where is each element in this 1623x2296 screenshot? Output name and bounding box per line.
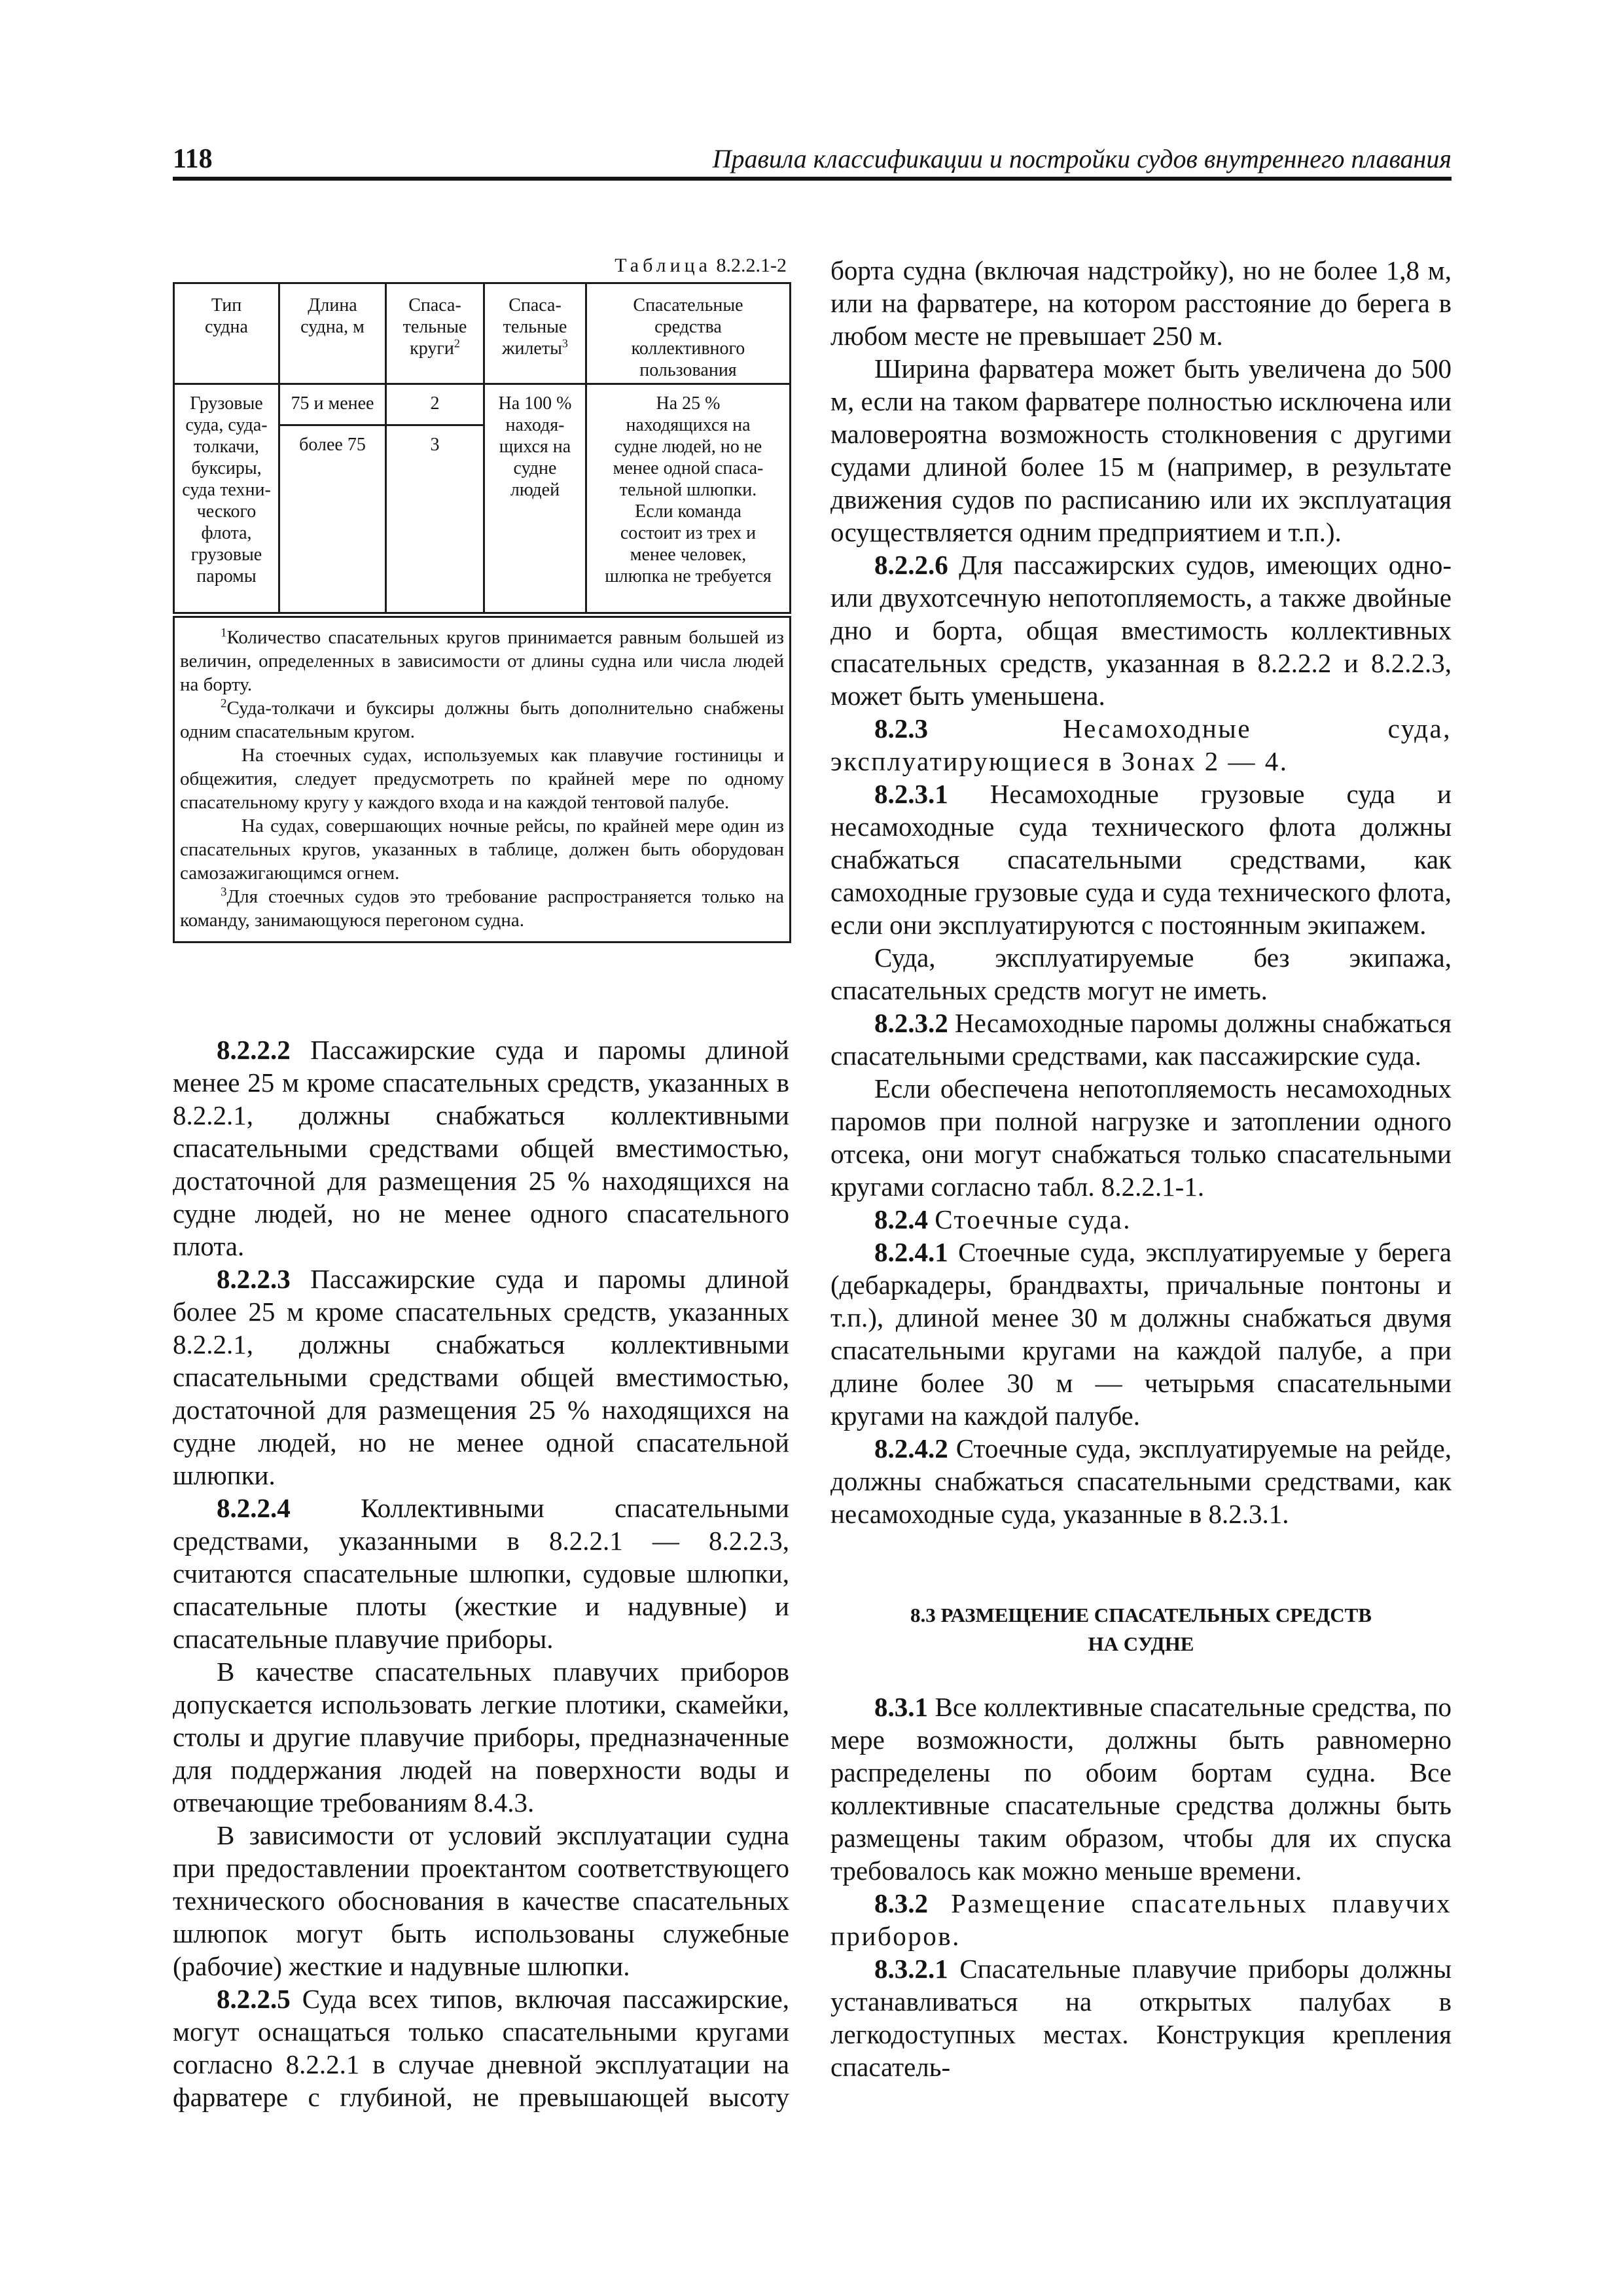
footnote (180, 696, 784, 744)
clause-8-2-3-1 (830, 778, 1452, 941)
cell-length: 75 и менее (279, 384, 386, 425)
cell-lifebuoys: 3 (386, 425, 484, 615)
clause-heading-text: Размещение спасательных плавучих приборов. (830, 1888, 1452, 1951)
clause-8-2-4-2 (830, 1432, 1452, 1530)
clause-text: Для пассажирских судов, имеющих одно- или двухотсечную непотопляемость, а также двойные дно и борта, общая вместимость коллективных спасательных средств, указанная в 8.2.2.2 и 8.2.2.3, может быть уменьшена. (830, 550, 1452, 711)
life-saving-appliances-table (173, 282, 791, 943)
cell-lifejackets: На 100 % находя- щихся на судне людей (484, 384, 586, 615)
header-label: Тип судна (205, 295, 248, 337)
footnote (180, 626, 784, 696)
clause-text: Спасательные плавучие приборы должны устанавливаться на открытых палубах в легкодоступных местах. Конструкция крепления спасатель- (830, 1954, 1452, 2082)
right-column-text (830, 254, 1452, 2083)
clause-heading-text: Несамоходные суда, эксплуатирующиеся в Зонах 2 — 4. (830, 713, 1452, 776)
clause-number: 8.2.2.6 (874, 550, 948, 580)
clause-number: 8.3.1 (874, 1692, 928, 1722)
footnote-text: Суда-толкачи и буксиры должны быть дополнительно снабжены одним спасательным кругом. (180, 698, 784, 742)
header-label: Длина судна, м (300, 295, 365, 337)
clause-number: 8.3.2.1 (874, 1954, 948, 1984)
clause-8-2-2-6 (830, 548, 1452, 712)
clause-number: 8.2.3 (874, 713, 928, 744)
table-footnotes (174, 615, 791, 942)
footnote-ref: 2 (454, 336, 460, 350)
clause-number: 8.2.2.2 (217, 1035, 291, 1065)
clause-number: 8.2.3.2 (874, 1008, 948, 1038)
paragraph-unmanned-vessels: Суда, эксплуатируемые без экипажа, спасательных средств могут не иметь. (830, 942, 1452, 1005)
table-caption-label: Таблица (615, 255, 711, 276)
clause-text: Несамоходные грузовые суда и несамоходные суда технического флота должны снабжаться спасательными средствами, как самоходные грузовые суда и суда технического флота, если они эксплуатируются с постоянным экипажем. (830, 779, 1452, 940)
clause-text: Несамоходные паромы должны снабжаться спасательными средствами, как пассажирские суда. (830, 1008, 1452, 1071)
footnote-mark: 2 (221, 696, 227, 711)
header-length (279, 283, 386, 384)
table-caption-number: 8.2.2.1-2 (716, 255, 787, 276)
clause-8-2-2-2 (173, 1033, 789, 1263)
paragraph-floating-appliances: В качестве спасательных плавучих приборов допускается использовать легкие плотики, скамейки, столы и другие плавучие приборы, предназначенные для поддержания людей на поверхности воды и отвечающие требованиям 8.4.3. (173, 1657, 789, 1818)
clause-8-3-2-1 (830, 1952, 1452, 2083)
left-column-text (173, 1033, 789, 2113)
clause-text: Коллективными спасательными средствами, указанными в 8.2.2.1 — 8.2.2.3, считаются спасательные шлюпки, судовые шлюпки, спасательные плоты (жесткие и надувные) и спасательные плавучие приборы. (173, 1493, 789, 1654)
clause-number: 8.2.3.1 (874, 779, 948, 809)
clause-8-2-2-4 (173, 1492, 789, 1655)
cell-collective: На 25 % находящихся на судне людей, но не менее одной спаса- тельной шлюпки. Если команда состоит из трех и менее человек, шлюпка не требуется (586, 384, 791, 615)
footnote-text: Количество спасательных кругов принимается равным большей из величин, определенных в зависимости от длины судна или числа людей на борту. (180, 627, 784, 695)
section-heading-8-3 (830, 1601, 1452, 1659)
clause-8-2-4-1 (830, 1236, 1452, 1432)
clause-number: 8.2.2.5 (217, 1984, 291, 2014)
clause-text: Стоечные суда, эксплуатируемые на рейде, должны снабжаться спасательными средствами, как несамоходные суда, указанные в 8.2.3.1. (830, 1433, 1452, 1529)
clause-number: 8.2.4.2 (874, 1433, 948, 1463)
paragraph-ferries-unsinkability: Если обеспечена непотопляемость несамоходных паромов при полной нагрузке и затоплении одного отсека, они могут снабжаться только спасательными кругами согласно табл. 8.2.2.1-1. (830, 1073, 1452, 1202)
footnote (180, 885, 784, 932)
header-vessel-type (174, 283, 279, 384)
clause-8-2-2-5-continuation: борта судна (включая надстройку), но не более 1,8 м, или на фарватере, на котором расстояние до берега в любом месте не превышает 250 м. (830, 255, 1452, 351)
section-title: РАЗМЕЩЕНИЕ СПАСАТЕЛЬНЫХ СРЕДСТВ НА СУДНЕ (940, 1604, 1372, 1655)
header-lifebuoys (386, 283, 484, 384)
clause-number: 8.2.2.3 (217, 1264, 291, 1294)
header-collective (586, 283, 791, 384)
heading-8-2-4 (830, 1203, 1452, 1236)
table-footnotes-row (174, 615, 791, 942)
header-label: Спаса- тельные круги (402, 295, 467, 359)
footnote-mark: 1 (221, 626, 227, 640)
clause-number: 8.3.2 (874, 1888, 928, 1918)
footnote: На судах, совершающих ночные рейсы, по крайней мере один из спасательных кругов, указанных в таблице, должен быть оборудован самозажигающимся огнем. (180, 816, 784, 884)
cell-lifebuoys: 2 (386, 384, 484, 425)
header-lifejackets (484, 283, 586, 384)
clause-number: 8.2.4.1 (874, 1237, 948, 1267)
clause-8-2-2-3 (173, 1263, 789, 1492)
footnote-mark: 3 (221, 885, 227, 899)
table-header-row (174, 283, 791, 384)
cell-vessel-type: Грузовые суда, суда- толкачи, буксиры, суда техни- ческого флота, грузовые паромы (174, 384, 279, 615)
footnote: На стоечных судах, используемых как плавучие гостиницы и общежития, следует предусмотреть по крайней мере по одному спасательному кругу у каждого входа и на каждой тентовой палубе. (180, 745, 784, 813)
page-number: 118 (173, 144, 213, 174)
footnote-ref: 3 (562, 336, 568, 350)
running-title: Правила классификации и постройки судов внутреннего плавания (712, 144, 1452, 173)
section-number: 8.3 (910, 1604, 936, 1626)
header-label: Спасательные средства коллективного пользования (631, 295, 745, 380)
clause-heading-text: Стоечные суда. (935, 1204, 1132, 1234)
clause-8-2-3-2 (830, 1007, 1452, 1072)
paragraph-fairway-width: Ширина фарватера может быть увеличена до 500 м, если на таком фарватере полностью исключена или маловероятна возможность столкновения с другими судами длиной более 15 м (например, в результате движения судов по расписанию или их эксплуатация осуществляется одним предприятием и т.п.). (830, 353, 1452, 547)
table-body (174, 283, 791, 942)
running-header (173, 140, 1452, 181)
paragraph-operating-conditions: В зависимости от условий эксплуатации судна при предоставлении проектантом соответствующего технического обоснования в качестве спасательных шлюпок могут быть использованы служебные (рабочие) жесткие и надувные шлюпки. (173, 1820, 789, 1981)
table-row (174, 384, 791, 425)
clause-text: Пассажирские суда и паромы длиной менее 25 м кроме спасательных средств, указанных в 8.2.2.1, должны снабжаться коллективными спасательными средствами общей вместимостью, достаточной для размещения 25 % находящихся на судне людей, но не менее одного спасательного плота. (173, 1035, 789, 1261)
header-label: Спаса- тельные жилеты (502, 295, 567, 359)
clause-text: Стоечные суда, эксплуатируемые у берега (дебаркадеры, брандвахты, причальные понтоны и т.п.), длиной менее 30 м должны снабжаться двумя спасательными кругами на каждой палубе, а при длине более 30 м — четырьмя спасательными кругами на каждой палубе. (830, 1237, 1452, 1431)
cell-length: более 75 (279, 425, 386, 615)
clause-text: Пассажирские суда и паромы длиной более 25 м кроме спасательных средств, указанных 8.2.2.1, должны снабжаться коллективными спасательными средствами общей вместимостью, достаточной для размещения 25 % находящихся на судне людей, но не менее одной спасательной шлюпки. (173, 1264, 789, 1490)
heading-8-3-2 (830, 1887, 1452, 1952)
footnote-text: Для стоечных судов это требование распространяется только на команду, занимающуюся перегоном судна. (180, 886, 784, 931)
heading-8-2-3 (830, 712, 1452, 778)
clause-text: Суда всех типов, включая пассажирские, могут оснащаться только спасательными кругами согласно 8.2.2.1 в случае дневной эксплуатации на фарватере с глубиной, не превышающей высоту (173, 1984, 789, 2112)
clause-number: 8.2.4 (874, 1204, 928, 1234)
clause-number: 8.2.2.4 (217, 1493, 291, 1523)
clause-8-2-2-5 (173, 1982, 789, 2113)
table-caption (173, 253, 787, 279)
clause-8-3-1 (830, 1691, 1452, 1887)
clause-text: Все коллективные спасательные средства, по мере возможности, должны быть равномерно распределены по обоим бортам судна. Все коллективные спасательные средства должны быть размещены таким образом, чтобы для их спуска требовалось как можно меньше времени. (830, 1692, 1452, 1886)
